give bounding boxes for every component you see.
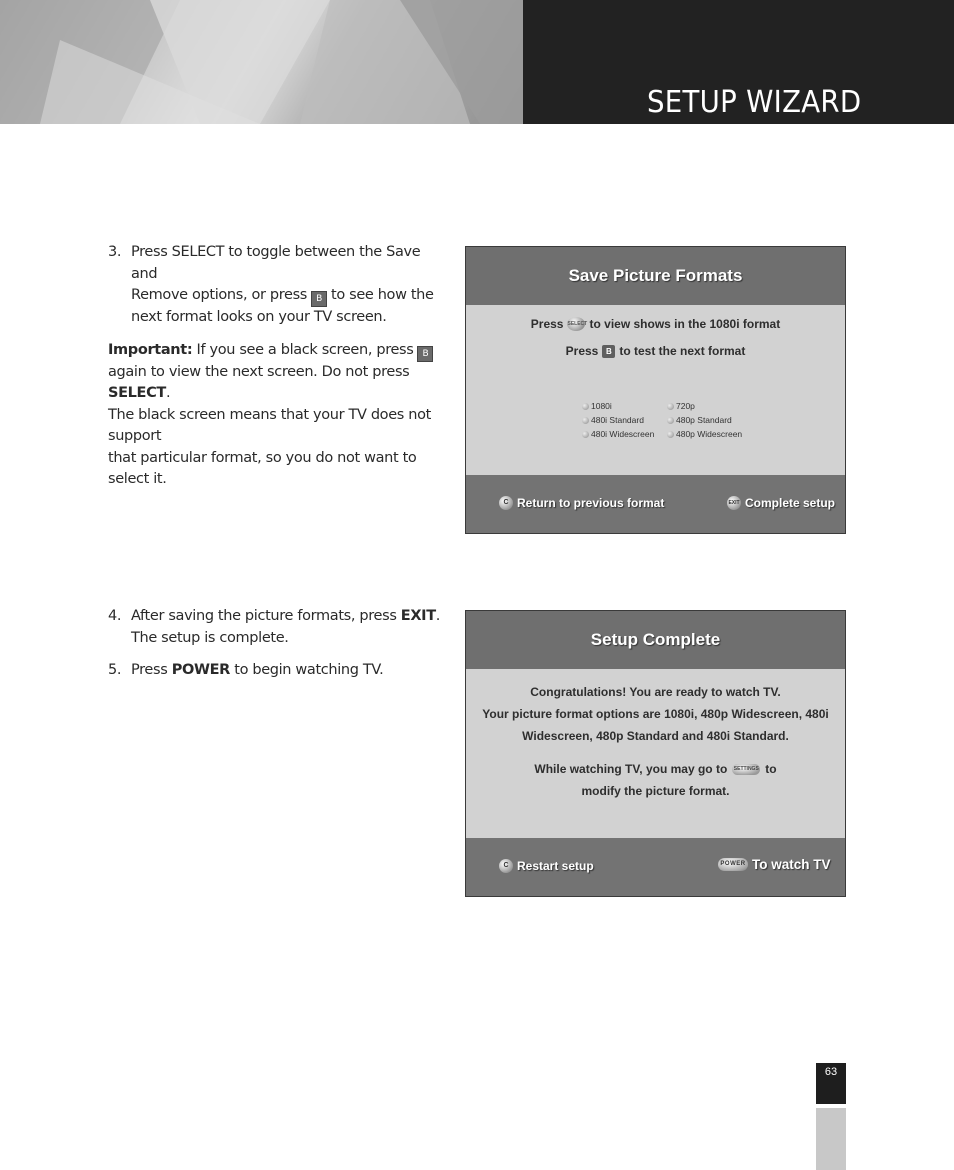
format-option[interactable] bbox=[582, 415, 644, 425]
screen-title: Setup Complete bbox=[466, 611, 845, 669]
restart-setup[interactable] bbox=[499, 859, 594, 873]
header-artwork bbox=[0, 0, 523, 124]
line1-text: to view shows in the 1080i format bbox=[589, 317, 781, 331]
screen-body bbox=[466, 669, 845, 838]
format-option[interactable] bbox=[667, 415, 732, 425]
select-keyword: SELECT bbox=[108, 385, 166, 401]
settings-line bbox=[466, 762, 845, 776]
important-period: . bbox=[165, 385, 171, 401]
format-option[interactable] bbox=[582, 429, 654, 439]
footer-left-label: Restart setup bbox=[517, 859, 594, 873]
c-button-icon: C bbox=[499, 859, 513, 873]
radio-dot-icon bbox=[582, 431, 589, 438]
step3-line2a: Remove options, or press bbox=[131, 287, 307, 303]
b-button-icon: B bbox=[417, 346, 433, 362]
settings-pre: While watching TV, you may go to bbox=[534, 762, 728, 776]
section-step4-5 bbox=[108, 606, 448, 693]
power-button-icon: POWER bbox=[718, 858, 748, 871]
step-number: 3. bbox=[108, 244, 122, 260]
step-3 bbox=[108, 242, 448, 329]
important-label: Important: bbox=[108, 341, 193, 358]
radio-dot-icon bbox=[582, 403, 589, 410]
format-label: 480i Standard bbox=[591, 415, 644, 425]
exit-button-icon: EXIT bbox=[727, 496, 741, 510]
b-button-icon: B bbox=[311, 291, 327, 307]
step5-text2: to begin watching TV. bbox=[234, 662, 384, 678]
step5-text1: Press bbox=[131, 662, 168, 678]
settings-button-icon: SETTINGS bbox=[732, 764, 760, 775]
step-5 bbox=[108, 660, 448, 682]
page-number: 63 bbox=[816, 1063, 846, 1104]
radio-dot-icon bbox=[582, 417, 589, 424]
footer-right-label: To watch TV bbox=[752, 857, 831, 872]
b-button-icon: B bbox=[602, 345, 615, 358]
important-text4: The black screen means that your TV does not support bbox=[108, 406, 431, 444]
radio-dot-icon bbox=[667, 431, 674, 438]
congrats-line: Congratulations! You are ready to watch TV. bbox=[530, 685, 781, 699]
format-option[interactable] bbox=[667, 429, 742, 439]
settings-post: to bbox=[765, 762, 777, 776]
screen-title: Save Picture Formats bbox=[466, 247, 845, 305]
press-text: Press bbox=[565, 344, 599, 358]
step3-line3: next format looks on your TV screen. bbox=[131, 309, 387, 325]
page-title: SETUP WIZARD bbox=[647, 85, 862, 120]
step3-line2b: to see how the bbox=[331, 287, 434, 303]
footer-left-label: Return to previous format bbox=[517, 496, 665, 510]
power-keyword: POWER bbox=[171, 662, 230, 678]
format-label: 1080i bbox=[591, 401, 612, 411]
step-number: 5. bbox=[108, 662, 122, 678]
return-previous-format[interactable] bbox=[499, 496, 664, 510]
format-option[interactable] bbox=[667, 401, 695, 411]
screen-footer bbox=[466, 838, 845, 896]
select-button-icon: SELECT bbox=[567, 317, 585, 331]
important-text1: If you see a black screen, press bbox=[196, 341, 414, 358]
tv-screen-setup-complete bbox=[465, 610, 846, 897]
options-line1: Your picture format options are 1080i, 480p Widescreen, 480i bbox=[482, 707, 829, 721]
format-label: 480i Widescreen bbox=[591, 429, 655, 439]
step3-line1: Press SELECT to toggle between the Save and bbox=[131, 244, 421, 282]
complete-setup[interactable] bbox=[727, 496, 835, 510]
options-line2: Widescreen, 480p Standard and 480i Standard. bbox=[522, 729, 789, 743]
step4-text1: After saving the picture formats, press bbox=[131, 608, 397, 624]
screen-body bbox=[466, 305, 845, 475]
step4-text3: The setup is complete. bbox=[131, 629, 289, 646]
page-tab-grey bbox=[816, 1108, 846, 1170]
format-option[interactable] bbox=[582, 401, 612, 411]
modify-line: modify the picture format. bbox=[581, 784, 730, 798]
format-label: 480p Widescreen bbox=[676, 429, 743, 439]
screen-footer bbox=[466, 475, 845, 533]
footer-right-label: Complete setup bbox=[745, 496, 836, 510]
tv-screen-save-picture-formats bbox=[465, 246, 846, 534]
format-label: 480p Standard bbox=[676, 415, 732, 425]
radio-dot-icon bbox=[667, 403, 674, 410]
press-text: Press bbox=[530, 317, 564, 331]
screen1-line2 bbox=[466, 344, 845, 358]
screen1-line1 bbox=[466, 317, 845, 331]
c-button-icon: C bbox=[499, 496, 513, 510]
header-artwork-shapes bbox=[0, 0, 523, 124]
line2-text: to test the next format bbox=[619, 344, 746, 358]
step4-period: . bbox=[435, 608, 441, 624]
important-text5: that particular format, so you do not want to select it. bbox=[108, 449, 417, 487]
exit-keyword: EXIT bbox=[400, 608, 436, 624]
important-note bbox=[108, 340, 448, 491]
to-watch-tv[interactable] bbox=[718, 857, 831, 872]
section-step3 bbox=[108, 242, 448, 491]
important-text2: again to view the next screen. Do not press bbox=[108, 363, 410, 380]
step-number: 4. bbox=[108, 608, 122, 624]
radio-dot-icon bbox=[667, 417, 674, 424]
step-4 bbox=[108, 606, 448, 649]
format-label: 720p bbox=[676, 401, 695, 411]
